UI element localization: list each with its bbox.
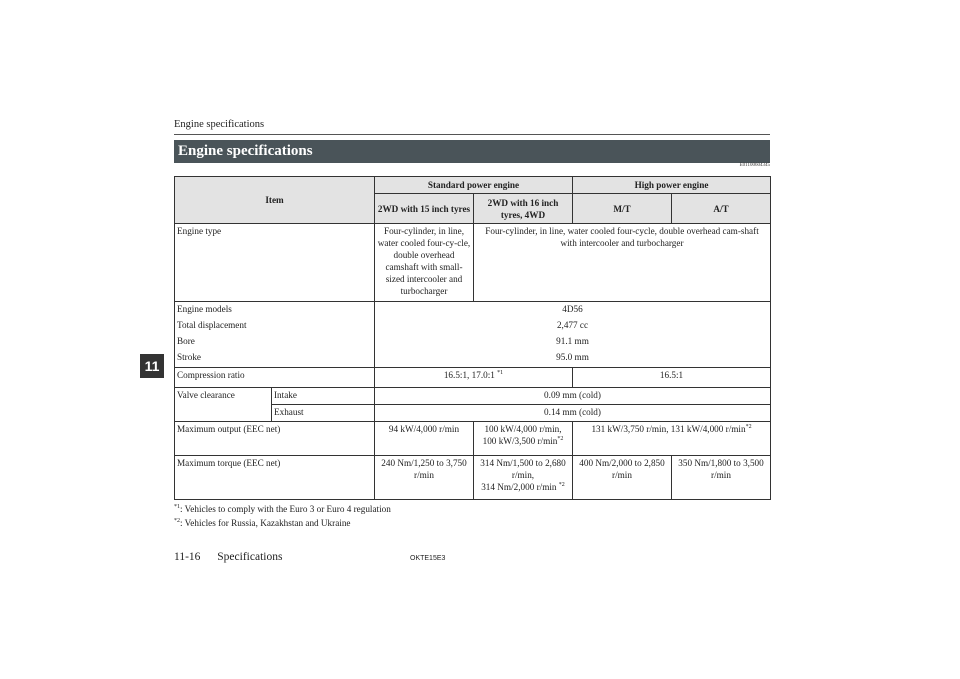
header-2wd-15: 2WD with 15 inch tyres <box>375 194 474 224</box>
row-label-bore: Bore <box>175 334 375 350</box>
displacement-value: 2,477 cc <box>375 318 771 334</box>
exhaust-value: 0.14 mm (cold) <box>375 405 771 422</box>
header-2wd-16-4wd: 2WD with 16 inch tyres, 4WD <box>474 194 573 224</box>
compression-high: 16.5:1 <box>573 368 771 388</box>
torque-high-mt: 400 Nm/2,000 to 2,850 r/min <box>573 456 672 500</box>
compression-standard <box>375 368 573 388</box>
row-label-compression: Compression ratio <box>175 368 375 388</box>
header-standard-engine: Standard power engine <box>375 177 573 194</box>
torque-standard-16 <box>474 456 573 500</box>
output-standard-16 <box>474 422 573 456</box>
section-title: Engine specifications <box>174 140 770 163</box>
doc-reference-code: E01100604345 <box>739 163 770 168</box>
compression-standard-text: 16.5:1, 17.0:1 <box>443 370 495 380</box>
row-label-exhaust: Exhaust <box>272 405 375 422</box>
output-standard-16-line1: 100 kW/4,000 r/min, <box>484 424 562 434</box>
stroke-value: 95.0 mm <box>375 350 771 368</box>
page-footer <box>174 551 296 563</box>
section-tab: 11 <box>140 354 164 378</box>
footnote-1 <box>174 502 391 516</box>
row-label-max-torque: Maximum torque (EEC net) <box>175 456 375 500</box>
engine-type-standard-15: Four-cylinder, in line, water cooled four-cy-cle, double overhead camshaft with small-sized intercooler and turbocharger <box>375 224 474 302</box>
running-head: Engine specifications <box>174 119 265 130</box>
output-high <box>573 422 771 456</box>
footnote-2 <box>174 516 391 530</box>
row-label-engine-models: Engine models <box>175 302 375 318</box>
engine-models-value: 4D56 <box>375 302 771 318</box>
torque-high-at: 350 Nm/1,800 to 3,500 r/min <box>672 456 771 500</box>
footnote-mark: *1 <box>174 503 180 510</box>
output-high-text: 131 kW/3,750 r/min, 131 kW/4,000 r/min <box>591 424 746 434</box>
header-rule <box>174 134 770 135</box>
footer-doc-code: OKTE15E3 <box>410 555 446 562</box>
row-label-intake: Intake <box>272 388 375 405</box>
footnote-mark: *2 <box>557 435 564 442</box>
row-label-max-output: Maximum output (EEC net) <box>175 422 375 456</box>
header-high-engine: High power engine <box>573 177 771 194</box>
footnote-text: : Vehicles for Russia, Kazakhstan and Ukraine <box>180 518 351 528</box>
footnote-mark: *1 <box>497 369 504 376</box>
header-at: A/T <box>672 194 771 224</box>
torque-standard-16-line2: 314 Nm/2,000 r/min <box>481 482 557 492</box>
engine-type-rest: Four-cylinder, in line, water cooled four-cycle, double overhead cam-shaft with intercooler and turbocharger <box>474 224 771 302</box>
output-standard-15: 94 kW/4,000 r/min <box>375 422 474 456</box>
header-item: Item <box>175 177 375 224</box>
output-standard-16-line2: 100 kW/3,500 r/min <box>482 436 558 446</box>
torque-standard-16-line1: 314 Nm/1,500 to 2,680 r/min, <box>480 458 566 480</box>
footnote-text: : Vehicles to comply with the Euro 3 or Euro 4 regulation <box>180 504 391 514</box>
footer-section: Specifications <box>217 551 283 563</box>
bore-value: 91.1 mm <box>375 334 771 350</box>
header-mt: M/T <box>573 194 672 224</box>
intake-value: 0.09 mm (cold) <box>375 388 771 405</box>
engine-spec-table <box>174 176 771 500</box>
footnote-mark: *2 <box>174 517 180 524</box>
row-label-displacement: Total displacement <box>175 318 375 334</box>
footnotes <box>174 502 391 530</box>
footnote-mark: *2 <box>558 481 565 488</box>
row-label-stroke: Stroke <box>175 350 375 368</box>
row-label-valve-clearance: Valve clearance <box>175 388 272 422</box>
row-label-engine-type: Engine type <box>175 224 375 302</box>
torque-standard-15: 240 Nm/1,250 to 3,750 r/min <box>375 456 474 500</box>
page-number: 11-16 <box>174 551 201 563</box>
footnote-mark: *2 <box>745 423 752 430</box>
